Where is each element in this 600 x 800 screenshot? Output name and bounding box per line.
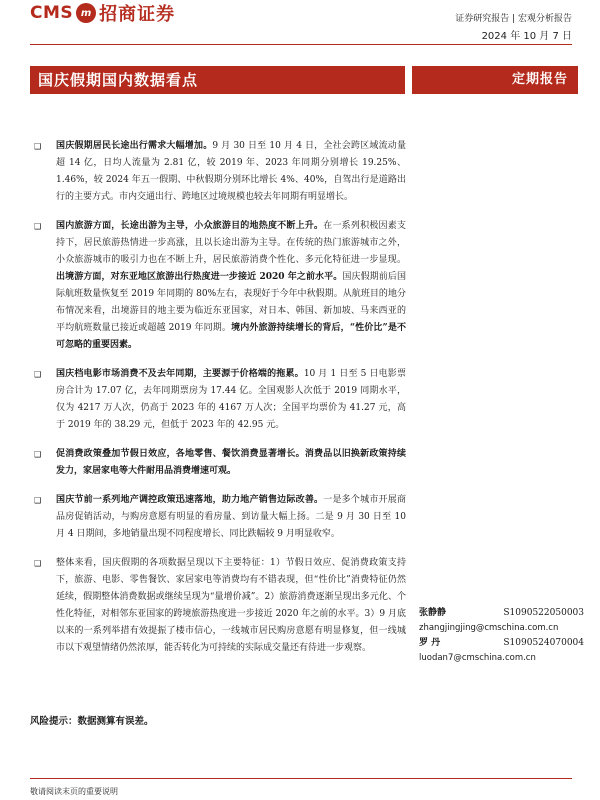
bullet-body: 一是多个城市开展商品房促销活动，与购房意愿有明显的看房量、到访量大幅上扬。二是 9 月 30 日至 10 月 4 日期间，多地销量出现不同程度增长、同比跌幅较 9 月明显收窄。 — [56, 495, 406, 539]
header-divider — [30, 44, 572, 45]
checkbox-bullet-icon: ❑ — [34, 222, 42, 231]
analyst-contacts — [419, 606, 584, 666]
bullet-text — [56, 366, 406, 434]
report-category-badge: 定期报告 — [412, 66, 578, 94]
checkbox-bullet-icon: ❑ — [34, 559, 42, 568]
bullet-body: 整体来看，国庆假期的各项数据呈现以下主要特征：1）节假日效应、促消费政策支持下，旅游、电影、零售餐饮、家居家电等消费均有不错表现，但“性价比”消费特征仍然延续，假期整体消费数据或继续呈现为“量增价减”。2）旅游消费逐渐呈现出多元化、个性化特征，对相邻东亚国家的跨境旅游热度进一步接近 2020 年之前的水平。3）9 月底以来的一系列举措有效提振了楼市信心，一线城市居民购房意愿有明显修复，但一线城市以下观望情绪仍然浓厚，能否转化为可持续的实际成交量还有待进一步观察。 — [56, 558, 406, 653]
analyst-license-id: S1090524070004 — [503, 638, 584, 648]
summary-bullet — [30, 218, 406, 354]
risk-warning: 风险提示：数据测算有误差。 — [30, 716, 154, 727]
footer-note: 敬请阅读末页的重要说明 — [30, 787, 118, 796]
footer-divider — [30, 778, 572, 779]
bullet-body: 在一系列积极因素支持下，居民旅游热情进一步高涨，且以长途出游为主导。在传统的热门旅游城市之外，小众旅游城市的吸引力也在不断上升，居民旅游消费个性化、多元化特征进一步显现。 — [56, 221, 406, 265]
bullet-highlight: 国庆假期居民长途出行需求大幅增加。 — [56, 141, 213, 151]
summary-bullets — [30, 138, 406, 669]
analyst-name: 罗 丹 — [419, 638, 441, 648]
checkbox-bullet-icon: ❑ — [34, 496, 42, 505]
bullet-highlight: 国庆档电影市场消费不及去年同期，主要源于价格端的拖累。 — [56, 369, 304, 379]
logo-emblem-icon: m — [76, 3, 96, 23]
analyst-row — [419, 606, 584, 621]
summary-bullet — [30, 446, 406, 480]
bullet-text — [56, 492, 406, 543]
company-logo — [30, 2, 175, 24]
report-type: 证券研究报告 | 宏观分析报告 — [455, 14, 572, 24]
summary-bullet — [30, 366, 406, 434]
bullet-highlight: 国内旅游方面，长途出游为主导，小众旅游目的地热度不断上升。 — [56, 221, 324, 231]
bullet-body: 9 月 30 日至 10 月 4 日，全社会跨区域流动量超 14 亿，日均人流量为 2.81 亿，较 2019 年、2023 年同期分别增长 19.25%、1.46%，较 2024 年五一假期、中秋假期分别环比增长 4%、40%，自驾出行是道路出行的主要方式。市内交通出行、跨地区过境规模也较去年同期有明显增长。 — [56, 141, 406, 202]
bullet-body: 国庆假期前后国际航班数量恢复至 2019 年同期的 80%左右，表现好于今年中秋假期。从航班目的地分布情况来看，出境游目的地主要为临近东亚国家，对日本、韩国、新加坡、马来西亚的平均航班数量已接近或超越 2019 年同期。 — [56, 272, 406, 333]
analyst-email: zhangjingjing@cmschina.com.cn — [419, 623, 559, 633]
bullet-text — [56, 446, 406, 480]
report-title: 国庆假期国内数据看点 — [30, 66, 405, 94]
checkbox-bullet-icon: ❑ — [34, 142, 42, 151]
logo-cms-text: CMS — [30, 3, 74, 23]
bullet-text — [56, 138, 406, 206]
analyst-row — [419, 636, 584, 651]
analyst-license-id: S1090522050003 — [503, 608, 584, 618]
summary-bullet — [30, 492, 406, 543]
bullet-body: 10 月 1 日至 5 日电影票房合计为 17.07 亿，去年同期票房为 17.44 亿。全国观影人次低于 2019 同期水平，仅为 4217 万人次，仍高于 2023 年的 4167 万人次；全国平均票价为 41.27 元，高于 2019 年的 38.29 元，但低于 2023 年的 42.95 元。 — [56, 369, 406, 430]
bullet-text — [56, 555, 406, 657]
checkbox-bullet-icon: ❑ — [34, 370, 42, 379]
report-date: 2024 年 10 月 7 日 — [481, 31, 572, 42]
bullet-highlight: 境内外旅游持续增长的背后，“性价比”是不可忽略的重要因素。 — [56, 323, 406, 350]
bullet-highlight: 出境游方面，对东亚地区旅游出行热度进一步接近 2020 年之前水平。 — [56, 272, 343, 282]
checkbox-bullet-icon: ❑ — [34, 450, 42, 459]
bullet-highlight: 国庆节前一系列地产调控政策迅速落地，助力地产销售边际改善。 — [56, 495, 324, 505]
summary-bullet — [30, 138, 406, 206]
analyst-name: 张静静 — [419, 608, 447, 618]
logo-company-name: 招商证券 — [99, 4, 176, 25]
analyst-email: luodan7@cmschina.com.cn — [419, 653, 536, 663]
bullet-text — [56, 218, 406, 354]
bullet-highlight: 促消费政策叠加节假日效应，各地零售、餐饮消费显著增长。消费品以旧换新政策持续发力，家居家电等大件耐用品消费增速可观。 — [56, 449, 406, 476]
summary-bullet — [30, 555, 406, 657]
